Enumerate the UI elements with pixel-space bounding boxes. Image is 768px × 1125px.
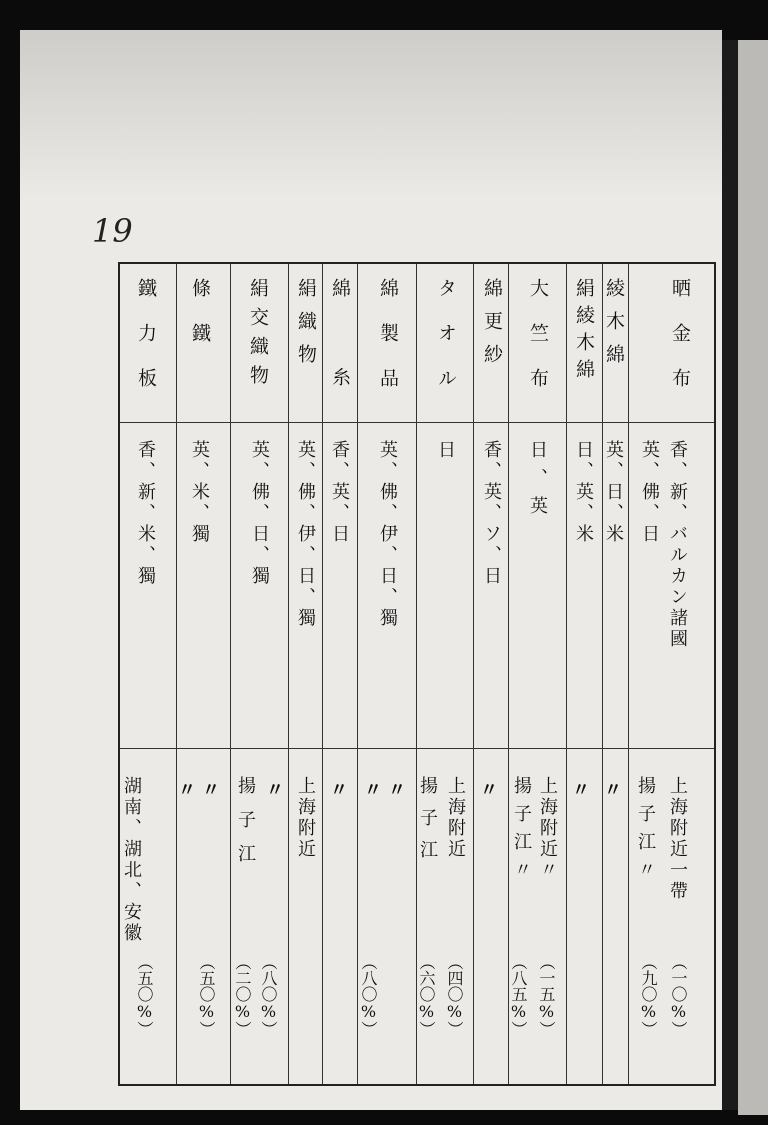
cell-region-secondary: 上海附近一帶 xyxy=(667,776,688,902)
cell-share: （五〇%） xyxy=(197,954,216,1037)
ditto-marks: 〃 xyxy=(330,780,354,801)
cell-countries: 日 xyxy=(435,440,456,461)
ditto-marks: 〃 xyxy=(572,780,596,801)
ditto-marks: 〃〃 xyxy=(178,780,226,801)
cell-region: 揚子江〃 xyxy=(635,776,656,888)
cell-share-secondary: （一〇%） xyxy=(669,954,688,1037)
cell-share: （六〇%） xyxy=(417,954,436,1037)
cell-name: 綿更紗 xyxy=(481,278,503,377)
trade-table xyxy=(118,262,716,1086)
cell-countries: 英、米、獨 xyxy=(189,440,210,545)
cell-countries: 香、新、バルカン諸國 xyxy=(667,440,688,650)
cell-countries: 香、英、日 xyxy=(329,440,350,545)
cell-countries: 英、佛、伊、日、獨 xyxy=(295,440,316,629)
cell-region: 揚子江〃 xyxy=(511,776,532,888)
ditto-marks: 〃 xyxy=(266,780,290,801)
cell-share: （二〇%） xyxy=(233,954,252,1037)
cell-countries-secondary: 英、佛、日 xyxy=(639,440,660,545)
cell-share: （一五%） xyxy=(537,954,556,1037)
cell-name: 綿糸 xyxy=(329,278,351,456)
cell-share: （八〇%） xyxy=(259,954,278,1037)
cell-name: 綿製品 xyxy=(377,278,399,413)
cell-share: （八五%） xyxy=(509,954,528,1037)
page-number: 19 xyxy=(92,212,133,250)
cell-region: 上海附近 xyxy=(295,776,316,860)
cell-countries: 日、英、米 xyxy=(573,440,594,545)
header-divider xyxy=(120,422,714,423)
cell-region: 揚子江 xyxy=(417,776,438,872)
cell-name: 條鐵 xyxy=(189,278,211,368)
origin-divider xyxy=(120,748,714,749)
cell-name: 大竺布 xyxy=(527,278,549,413)
cell-name: 絹交織物 xyxy=(247,278,269,394)
cell-name: 鐵力板 xyxy=(135,278,157,413)
cell-share: （八〇%） xyxy=(359,954,378,1037)
ditto-marks: 〃〃 xyxy=(364,780,412,801)
cell-countries: 英、佛、日、獨 xyxy=(249,440,270,587)
binding-edge xyxy=(722,40,738,1110)
cell-share: （九〇%） xyxy=(639,954,658,1037)
cell-name: タオル xyxy=(435,278,457,413)
cell-share: （四〇%） xyxy=(445,954,464,1037)
cell-region: 上海附近〃 xyxy=(537,776,558,881)
cell-region: 上海附近 xyxy=(445,776,466,860)
adjacent-page-edge xyxy=(738,40,768,1115)
cell-region: 揚子江 xyxy=(235,776,256,878)
cell-countries: 香、英、ソ、日 xyxy=(481,440,502,587)
cell-name: 絹綾木綿 xyxy=(573,278,595,386)
ditto-marks: 〃 xyxy=(480,780,504,801)
cell-name: 絹織物 xyxy=(295,278,317,377)
cell-share: （五〇%） xyxy=(135,954,154,1037)
cell-countries: 英、日、米 xyxy=(603,440,624,545)
cell-countries: 日、英 xyxy=(527,440,548,524)
cell-name: 晒金布 xyxy=(669,278,691,413)
cell-name: 綾木綿 xyxy=(603,278,625,377)
cell-countries: 英、佛、伊、日、獨 xyxy=(377,440,398,629)
cell-countries: 香、新、米、獨 xyxy=(135,440,156,587)
ditto-marks: 〃 xyxy=(604,780,628,801)
cell-region: 湖南、湖北、安徽 xyxy=(121,776,142,944)
